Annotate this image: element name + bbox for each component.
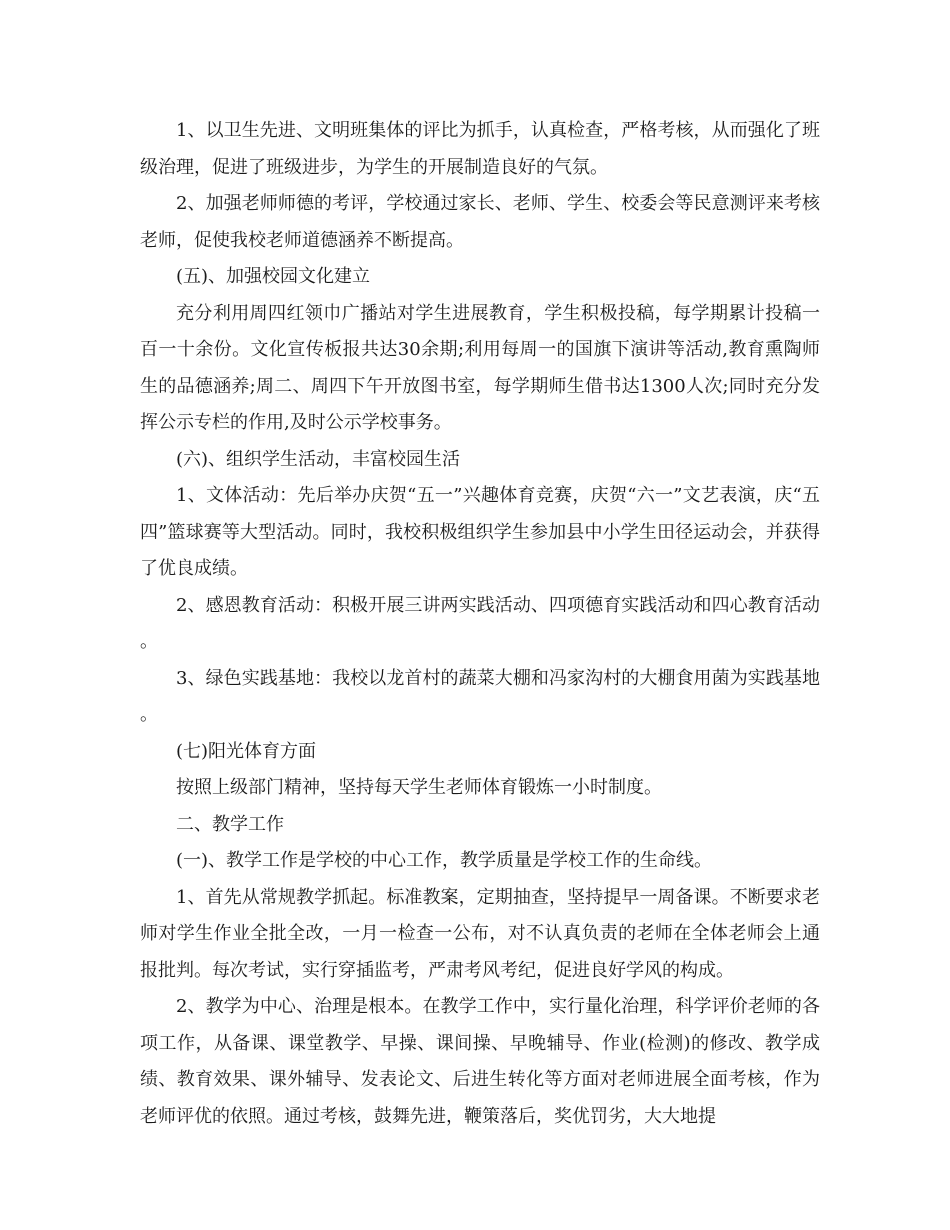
paragraph-green-practice-base: 3、绿色实践基地：我校以龙首村的蔬菜大棚和冯家沟村的大棚食用菌为实践基地。	[140, 667, 820, 725]
section-heading-teaching-work: 二、教学工作	[176, 813, 284, 835]
section-heading-sunshine-sports: (七)阳光体育方面	[176, 740, 317, 762]
paragraph-hygiene-evaluation: 1、以卫生先进、文明班集体的评比为抓手，认真检查，严格考核，从而强化了班级治理，促进了班级进步，为学生的开展制造良好的气氛。	[140, 120, 820, 178]
paragraph-campus-culture: 充分利用周四红领巾广播站对学生进展教育，学生积极投稿，每学期累计投稿一百一十余份。文化宣传板报共达30余期;利用每周一的国旗下演讲等活动,教育熏陶师生的品德涵养;周二、周四下午开放图书室，每学期师生借书达1300人次;同时充分发挥公示专栏的作用,及时公示学校事务。	[140, 302, 820, 433]
document-body	[140, 113, 820, 1135]
section-heading-student-activities: (六)、组织学生活动，丰富校园生活	[176, 448, 461, 470]
paragraph-gratitude-education: 2、感恩教育活动：积极开展三讲两实践活动、四项德育实践活动和四心教育活动。	[140, 594, 820, 652]
section-heading-campus-culture: (五)、加强校园文化建立	[176, 266, 371, 287]
paragraph-quantified-management: 2、教学为中心、治理是根本。在教学工作中，实行量化治理，科学评价老师的各项工作，从备课、课堂教学、早操、课间操、早晚辅导、作业(检测)的修改、教学成绩、教育效果、课外辅导、发表论文、后进生转化等方面对老师进展全面考核，作为老师评优的依照。通过考核，鼓舞先进，鞭策落后，奖优罚劣，大大地提	[140, 996, 820, 1127]
paragraph-sports-arts: 1、文体活动：先后举办庆贺“五一”兴趣体育竞赛，庆贺“六一”文艺表演，庆“五四”篮球赛等大型活动。同时，我校积极组织学生参加县中小学生田径运动会，并获得了优良成绩。	[140, 485, 820, 579]
paragraph-routine-teaching: 1、首先从常规教学抓起。标准教案，定期抽查，坚持提早一周备课。不断要求老师对学生作业全批全改，一月一检查一公布，对不认真负责的老师在全体老师会上通报批判。每次考试，实行穿插监考，严肃考风考纪，促进良好学风的构成。	[140, 886, 820, 981]
section-heading-teaching-center: (一)、教学工作是学校的中心工作，教学质量是学校工作的生命线。	[176, 850, 713, 871]
paragraph-teacher-ethics: 2、加强老师师德的考评，学校通过家长、老师、学生、校委会等民意测评来考核老师，促使我校老师道德涵养不断提高。	[140, 193, 820, 251]
paragraph-daily-exercise: 按照上级部门精神，坚持每天学生老师体育锻炼一小时制度。	[176, 777, 662, 798]
